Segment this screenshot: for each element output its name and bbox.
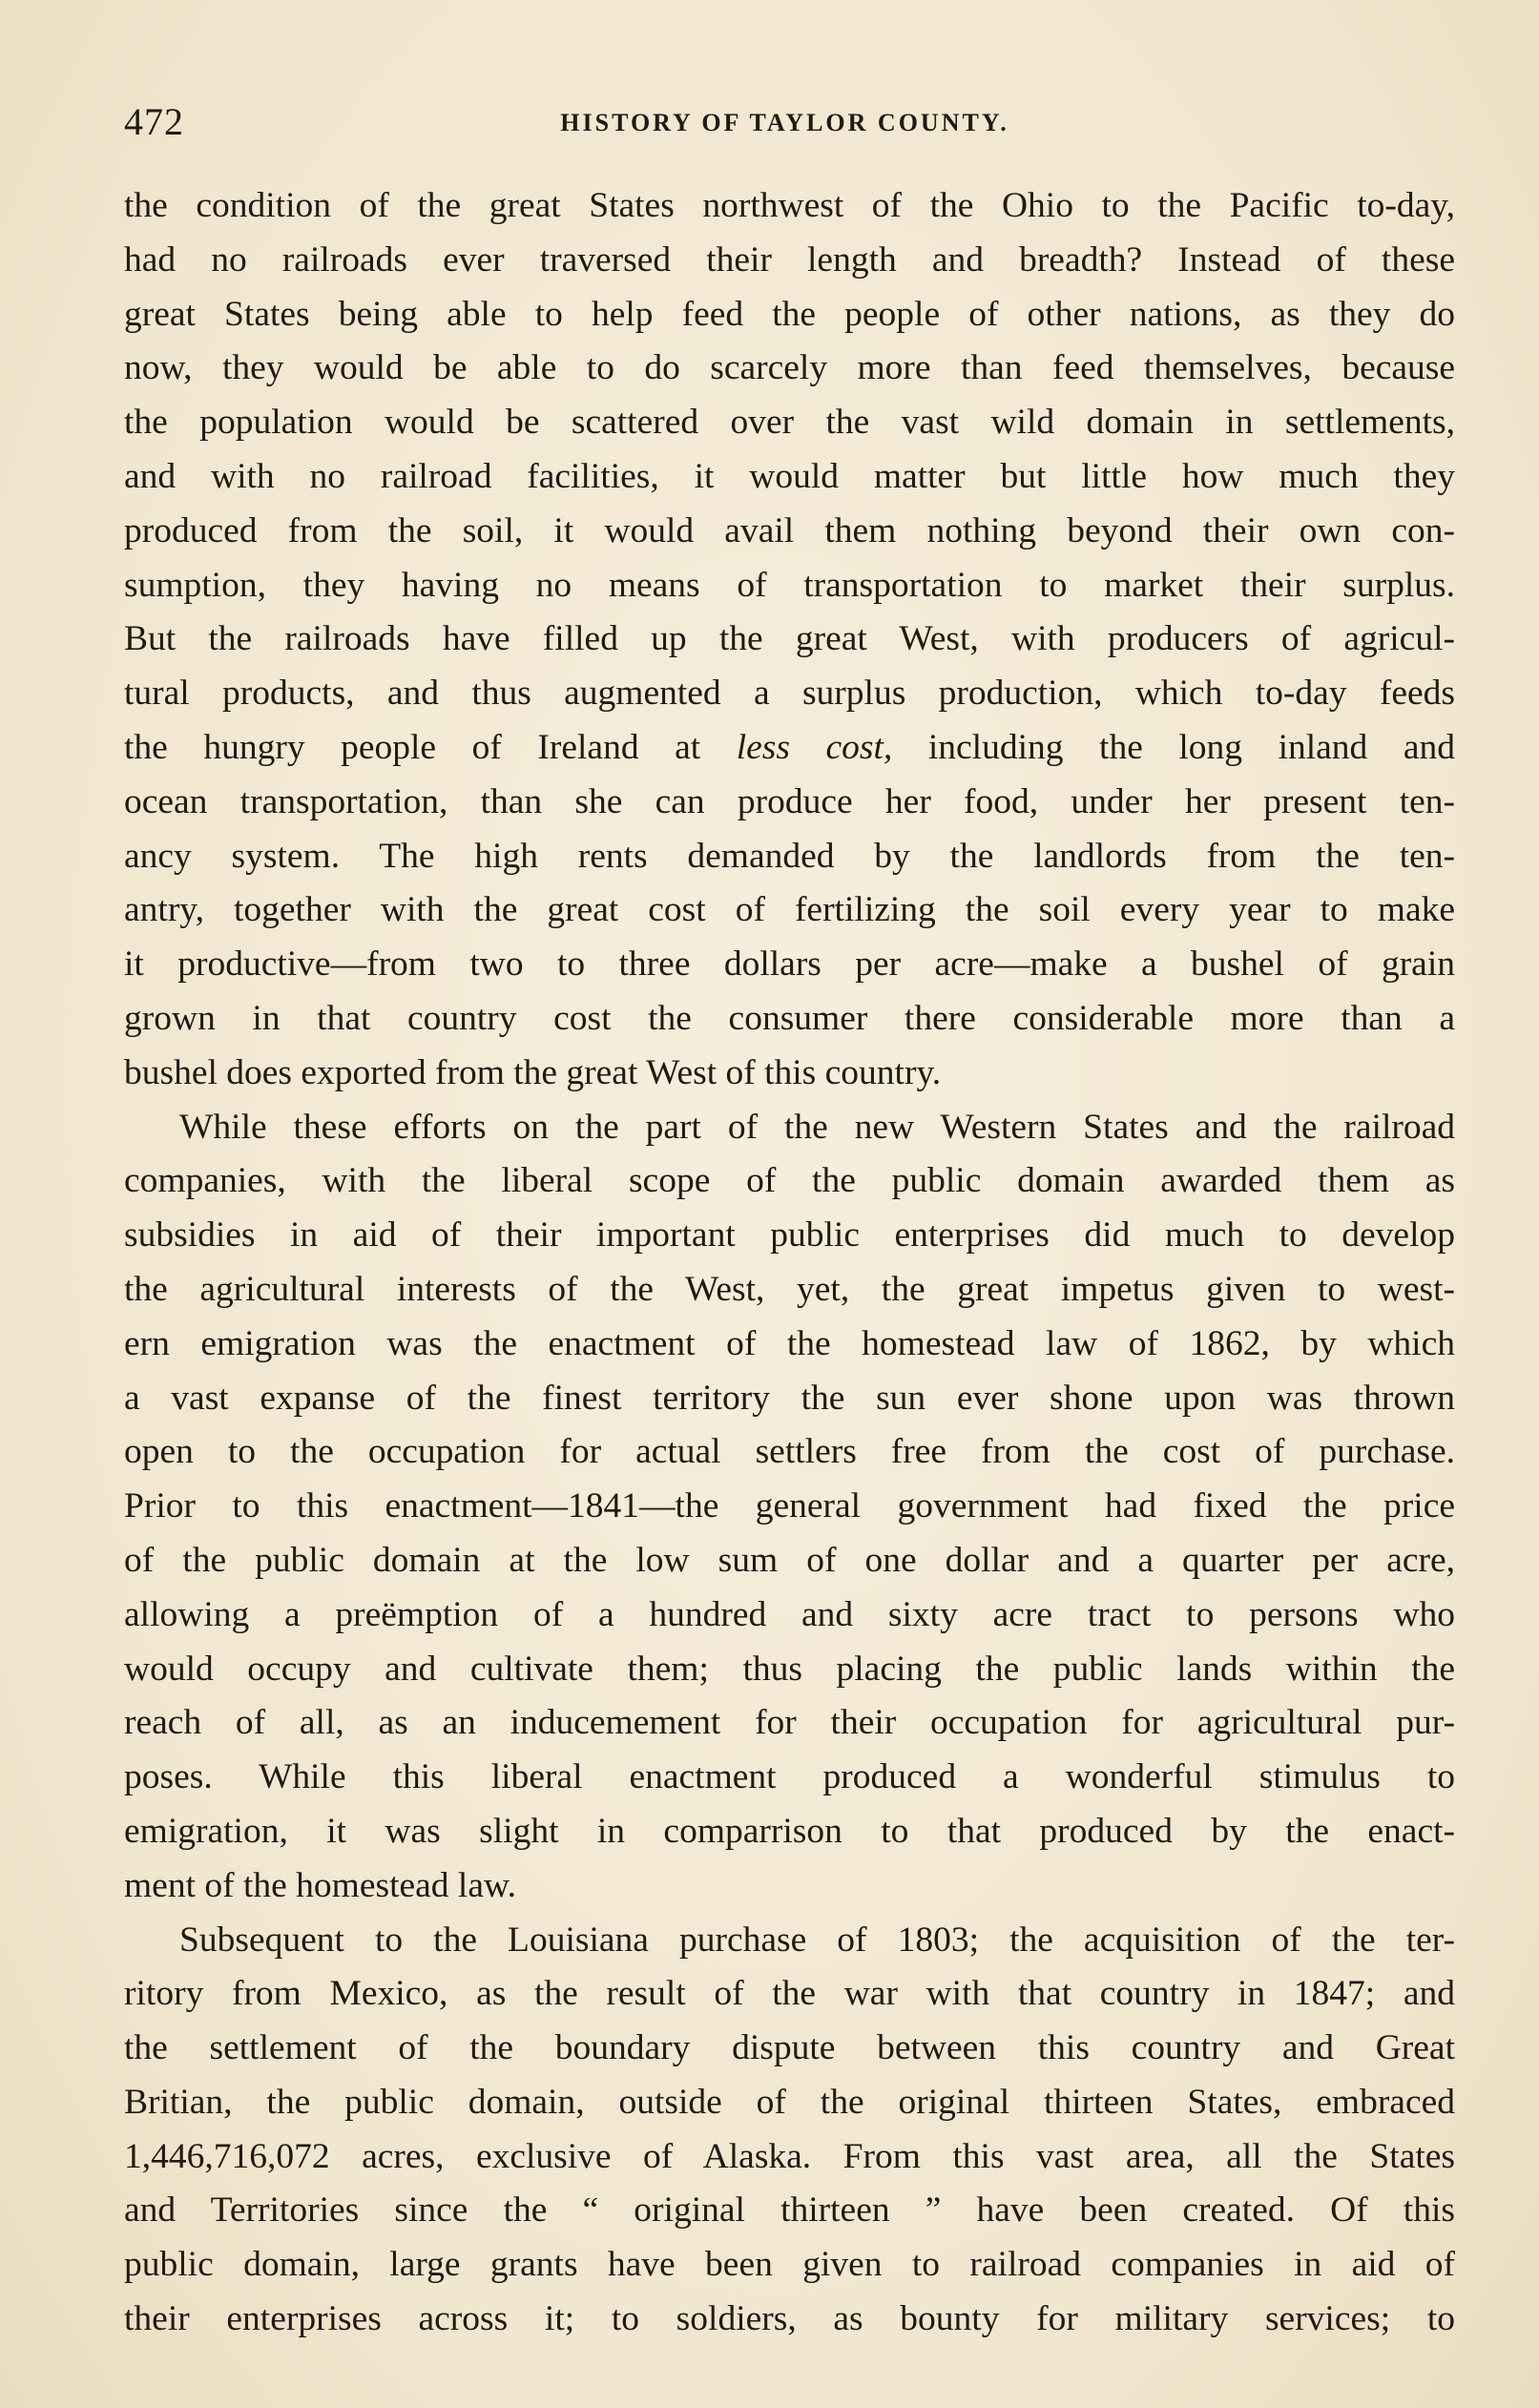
- text-line: emigration, it was slight in comparrison to that produced by the enact-: [124, 1811, 1455, 1851]
- text-line: would occupy and cultivate them; thus placing the public lands within the: [124, 1649, 1455, 1689]
- italic-phrase: less cost,: [736, 727, 893, 767]
- text-line: ancy system. The high rents demanded by the landlords from the ten-: [124, 836, 1455, 876]
- text-line: the population would be scattered over the vast wild domain in settlements,: [124, 403, 1455, 443]
- text-line: produced from the soil, it would avail them nothing beyond their own con-: [124, 510, 1455, 550]
- text-line: allowing a preëmption of a hundred and sixty acre tract to persons who: [124, 1594, 1455, 1634]
- page-header: [124, 99, 1445, 156]
- text-line: now, they would be able to do scarcely more than feed themselves, because: [124, 348, 1455, 388]
- text-line: public domain, large grants have been given to railroad companies in aid of: [124, 2245, 1455, 2285]
- text-line: the condition of the great States northwest of the Ohio to the Pacific to-day,: [124, 186, 1455, 225]
- text-line: ern emigration was the enactment of the homestead law of 1862, by which: [124, 1323, 1455, 1363]
- text-line: Britian, the public domain, outside of the original thirteen States, embraced: [124, 2082, 1455, 2122]
- text-line: a vast expanse of the finest territory the sun ever shone upon was thrown: [124, 1378, 1455, 1418]
- text-line: and with no railroad facilities, it would matter but little how much they: [124, 456, 1455, 496]
- text-line: of the public domain at the low sum of one dollar and a quarter per acre,: [124, 1540, 1455, 1580]
- text-line: and Territories since the “ original thirteen ” have been created. Of this: [124, 2190, 1455, 2231]
- text-line: Prior to this enactment—1841—the general government had fixed the price: [124, 1486, 1455, 1526]
- text-line: it productive—from two to three dollars per acre—make a bushel of grain: [124, 945, 1455, 985]
- text-line: companies, with the liberal scope of the public domain awarded them as: [124, 1161, 1455, 1201]
- text-line: the settlement of the boundary dispute between this country and Great: [124, 2028, 1455, 2068]
- line-segment: including the long inland and: [892, 727, 1455, 767]
- text-line: subsidies in aid of their important public enterprises did much to develop: [124, 1215, 1455, 1256]
- text-line-with-italic: [124, 721, 1455, 776]
- text-line: tural products, and thus augmented a surplus production, which to-day feeds: [124, 674, 1455, 714]
- body-text: [124, 179, 1455, 2347]
- text-line: grown in that country cost the consumer there considerable more than a: [124, 998, 1455, 1038]
- line-segment: the hungry people of Ireland at: [124, 727, 737, 767]
- paragraph-start-line: While these efforts on the part of the new Western States and the railroad: [179, 1107, 1455, 1147]
- paragraph-end-line: bushel does exported from the great West of this country.: [124, 1052, 942, 1092]
- text-line: ocean transportation, than she can produce her food, under her present ten-: [124, 781, 1455, 821]
- paragraph-start-line: Subsequent to the Louisiana purchase of 1803; the acquisition of the ter-: [179, 1920, 1455, 1960]
- text-line: their enterprises across it; to soldiers, as bounty for military services; to: [124, 2299, 1455, 2339]
- text-line: the agricultural interests of the West, yet, the great impetus given to west-: [124, 1269, 1455, 1309]
- paragraph-end-line: ment of the homestead law.: [124, 1865, 516, 1905]
- text-line: ritory from Mexico, as the result of the war with that country in 1847; and: [124, 1974, 1455, 2014]
- text-line: open to the occupation for actual settlers free from the cost of purchase.: [124, 1432, 1455, 1472]
- text-line: But the railroads have filled up the great West, with producers of agricul-: [124, 619, 1455, 659]
- page-number: 472: [124, 100, 184, 143]
- text-line: great States being able to help feed the people of other nations, as they do: [124, 294, 1455, 334]
- text-line: had no railroads ever traversed their length and breadth? Instead of these: [124, 239, 1455, 280]
- text-line: antry, together with the great cost of fertilizing the soil every year to make: [124, 890, 1455, 930]
- text-line: 1,446,716,072 acres, exclusive of Alaska. From this vast area, all the States: [124, 2136, 1455, 2176]
- text-line: poses. While this liberal enactment produced a wonderful stimulus to: [124, 1757, 1455, 1797]
- text-line: sumption, they having no means of transportation to market their surplus.: [124, 565, 1455, 605]
- text-line: reach of all, as an inducemement for their occupation for agricultural pur-: [124, 1703, 1455, 1743]
- running-head: HISTORY OF TAYLOR COUNTY.: [560, 109, 1009, 136]
